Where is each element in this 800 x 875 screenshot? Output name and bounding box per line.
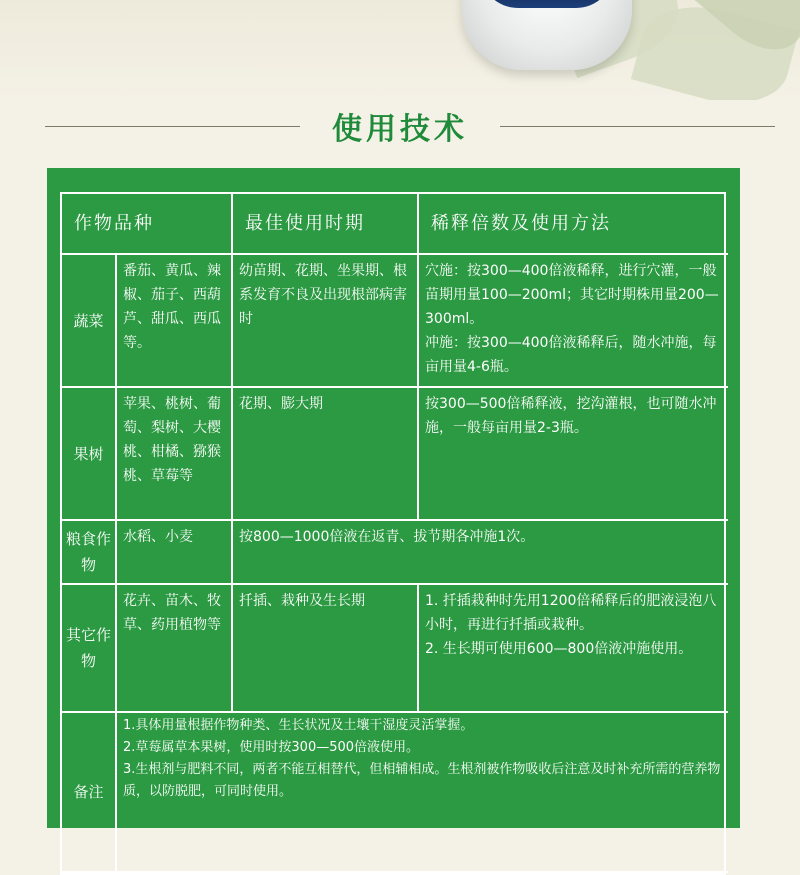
row-method bbox=[419, 255, 728, 388]
method-line: 按300—500倍稀释液，挖沟灌根，也可随水冲施，一般每亩用量2-3瓶。 bbox=[425, 396, 717, 436]
row-merged-method: 按800—1000倍液在返青、拔节期各冲施1次。 bbox=[233, 521, 728, 585]
usage-panel bbox=[47, 168, 740, 828]
header-crop-type: 作物品种 bbox=[62, 194, 233, 255]
row-category-label: 蔬菜 bbox=[62, 255, 117, 388]
usage-table bbox=[60, 192, 726, 875]
row-category-label: 其它作物 bbox=[62, 585, 117, 713]
row-category-label: 果树 bbox=[62, 388, 117, 521]
method-line: 1. 扦插栽种时先用1200倍稀释后的肥液浸泡八小时，再进行扦插或栽种。 bbox=[425, 593, 717, 633]
row-period: 幼苗期、花期、坐果期、根系发育不良及出现根部病害时 bbox=[233, 255, 419, 388]
row-period: 花期、膨大期 bbox=[233, 388, 419, 521]
header-dilution-method: 稀释倍数及使用方法 bbox=[419, 194, 728, 255]
header-best-period: 最佳使用时期 bbox=[233, 194, 419, 255]
note-line: 2.草莓属草本果树，使用时按300—500倍液使用。 bbox=[123, 740, 420, 755]
section-title: 使用技术 bbox=[332, 112, 468, 147]
row-period: 扦插、栽种及生长期 bbox=[233, 585, 419, 713]
row-method bbox=[419, 585, 728, 713]
method-line: 2. 生长期可使用600—800倍液冲施使用。 bbox=[425, 641, 693, 657]
title-divider-right bbox=[500, 126, 775, 127]
notes-content bbox=[117, 713, 728, 873]
product-image-area bbox=[0, 0, 800, 100]
notes-label: 备注 bbox=[62, 713, 117, 873]
row-crops: 苹果、桃树、葡萄、梨树、大樱桃、柑橘、猕猴桃、草莓等 bbox=[117, 388, 233, 521]
row-category-label: 粮食作物 bbox=[62, 521, 117, 585]
title-divider-left bbox=[45, 126, 300, 127]
bowl-liquid bbox=[480, 0, 614, 8]
row-method bbox=[419, 388, 728, 521]
row-crops: 花卉、苗木、牧草、药用植物等 bbox=[117, 585, 233, 713]
row-crops: 番茄、黄瓜、辣椒、茄子、西葫芦、甜瓜、西瓜等。 bbox=[117, 255, 233, 388]
section-title-row bbox=[0, 100, 800, 152]
method-line: 穴施：按300—400倍液稀释，进行穴灌，一般苗期用量100—200ml；其它时期株用量200—300ml。 bbox=[425, 263, 719, 327]
note-line: 1.具体用量根据作物种类、生长状况及土壤干湿度灵活掌握。 bbox=[123, 718, 474, 733]
note-line: 3.生根剂与肥料不同，两者不能互相替代，但相辅相成。生根剂被作物吸收后注意及时补充所需的营养物质，以防脱肥，可同时使用。 bbox=[123, 762, 721, 799]
method-line: 冲施：按300—400倍液稀释后，随水冲施，每亩用量4-6瓶。 bbox=[425, 335, 717, 375]
row-crops: 水稻、小麦 bbox=[117, 521, 233, 585]
